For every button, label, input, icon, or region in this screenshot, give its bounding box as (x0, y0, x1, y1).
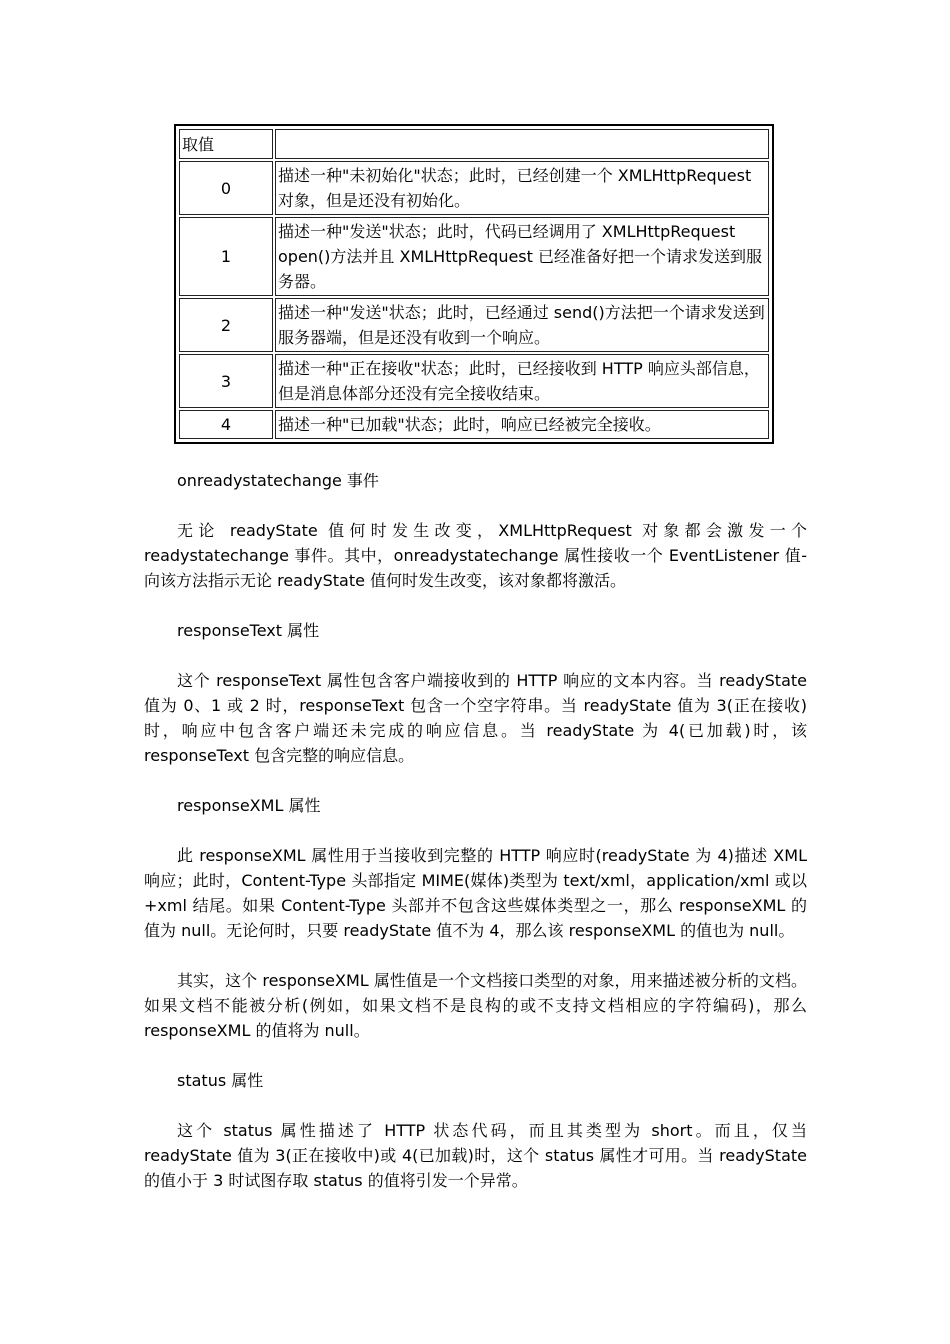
paragraph: 无论 readyState 值何时发生改变，XMLHttpRequest 对象都会激发一个 readystatechange 事件。其中，onreadystatechange 属性接收一个 EventListener 值-向该方法指示无论 readyState 值何时发生改变，该对象都将激活。 (144, 521, 807, 590)
table-row (179, 410, 769, 439)
paragraph: 这个 status 属性描述了 HTTP 状态代码，而且其类型为 short。而且，仅当 readyState 值为 3(正在接收中)或 4(已加载)时，这个 status 属性才可用。当 readyState 的值小于 3 时试图存取 status 的值将引发一个异常。 (144, 1121, 807, 1190)
table-row (179, 298, 769, 352)
paragraph: 这个 responseText 属性包含客户端接收到的 HTTP 响应的文本内容。当 readyState 值为 0、1 或 2 时，responseText 包含一个空字符串。当 readyState 值为 3(正在接收)时，响应中包含客户端还未完成的响应信息。当 readyState 为 4(已加载)时，该 responseText 包含完整的响应信息。 (144, 671, 807, 765)
readystate-value: 2 (179, 298, 273, 352)
paragraph: 此 responseXML 属性用于当接收到完整的 HTTP 响应时(readyState 为 4)描述 XML 响应；此时，Content-Type 头部指定 MIME(媒体)类型为 text/xml，application/xml 或以+xml 结尾。如果 Content-Type 头部并不包含这些媒体类型之一，那么 responseXML 的值为 null。无论何时，只要 readyState 值不为 4，那么该 responseXML 的值也为 null。 (144, 846, 807, 940)
readystate-value: 1 (179, 217, 273, 296)
description-column-header (275, 129, 769, 159)
section-heading-responsexml: responseXML 属性 (177, 796, 321, 815)
readystate-description: 描述一种"发送"状态；此时，代码已经调用了 XMLHttpRequest open()方法并且 XMLHttpRequest 已经准备好把一个请求发送到服务器。 (275, 217, 769, 296)
value-column-header: 取值 (179, 129, 273, 159)
readystate-description: 描述一种"未初始化"状态；此时，已经创建一个 XMLHttpRequest 对象，但是还没有初始化。 (275, 161, 769, 215)
readystate-value: 0 (179, 161, 273, 215)
readystate-value: 4 (179, 410, 273, 439)
table-header-row (179, 129, 769, 159)
table-row (179, 161, 769, 215)
section-heading-status: status 属性 (177, 1071, 264, 1090)
table-row (179, 217, 769, 296)
section-heading-responsetext: responseText 属性 (177, 621, 320, 640)
readystate-table (174, 124, 774, 444)
readystate-value: 3 (179, 354, 273, 408)
readystate-description: 描述一种"正在接收"状态；此时，已经接收到 HTTP 响应头部信息，但是消息体部分还没有完全接收结束。 (275, 354, 769, 408)
readystate-description: 描述一种"已加载"状态；此时，响应已经被完全接收。 (275, 410, 769, 439)
table-row (179, 354, 769, 408)
section-heading-onreadystatechange: onreadystatechange 事件 (177, 471, 379, 490)
document-body (144, 468, 807, 1193)
paragraph: 其实，这个 responseXML 属性值是一个文档接口类型的对象，用来描述被分析的文档。如果文档不能被分析(例如，如果文档不是良构的或不支持文档相应的字符编码)，那么 responseXML 的值将为 null。 (144, 971, 807, 1040)
readystate-description: 描述一种"发送"状态；此时，已经通过 send()方法把一个请求发送到服务器端，但是还没有收到一个响应。 (275, 298, 769, 352)
